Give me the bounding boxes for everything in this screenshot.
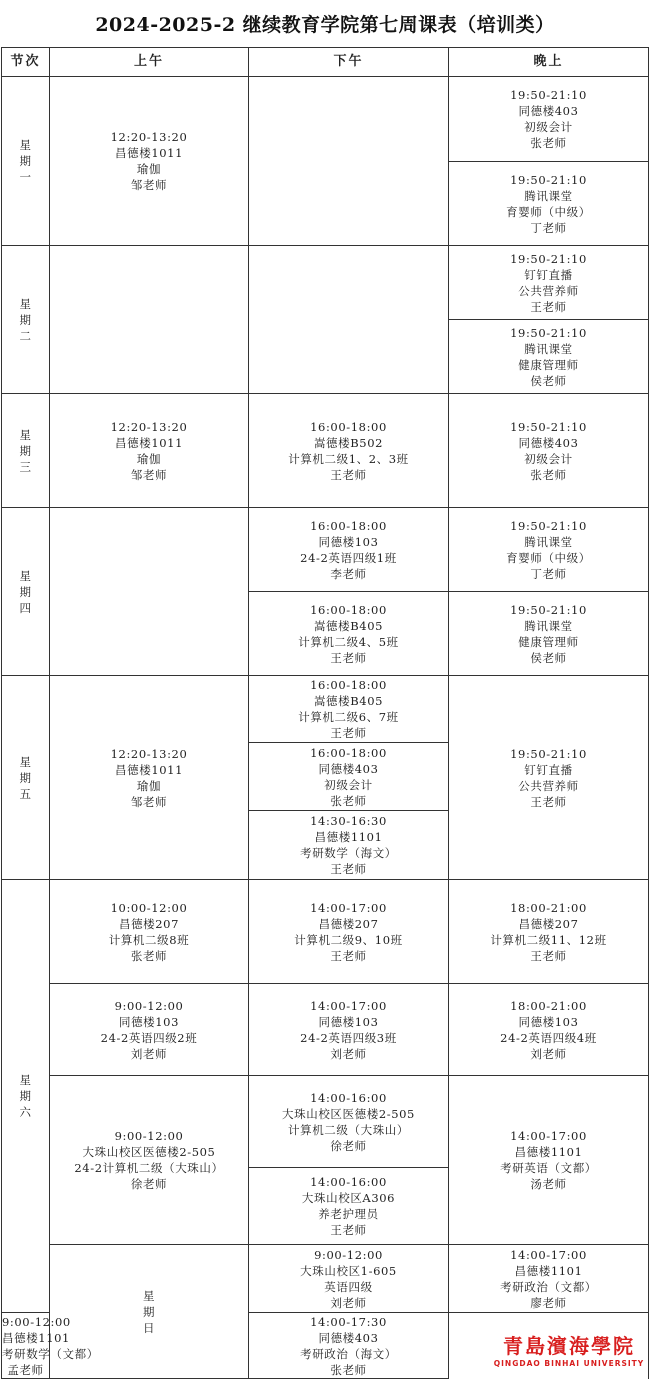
cell-line: 六 — [19, 1105, 32, 1119]
header-morning: 上午 — [50, 48, 249, 77]
cell-line: 一 — [19, 170, 32, 184]
cell-line: 三 — [19, 459, 32, 474]
cell-line: 瑜伽 — [136, 451, 162, 466]
header-row — [2, 48, 649, 77]
cell-line: 王老师 — [530, 948, 567, 963]
day-thursday — [2, 508, 50, 676]
table-row — [2, 676, 649, 743]
cell-line: 张老师 — [330, 793, 367, 808]
cell-line: 计算机二级（大珠山） — [288, 1122, 409, 1137]
cell-line: 14:00-17:00 — [310, 998, 387, 1013]
cell-line: 19:50-21:10 — [510, 325, 587, 340]
cell-line: 徐老师 — [330, 1138, 367, 1153]
table-row — [2, 984, 649, 1076]
table-row — [2, 508, 649, 592]
class-cell — [249, 811, 449, 880]
cell-line: 星 — [19, 296, 32, 311]
cell-line: 昌德楼1101 — [314, 830, 383, 844]
cell-line: 五 — [19, 786, 32, 801]
cell-line: 19:50-21:10 — [510, 88, 587, 102]
cell-line: 同德楼403 — [518, 435, 579, 450]
header-evening: 晚上 — [449, 48, 649, 77]
cell-line: 19:50-21:10 — [510, 518, 587, 533]
cell-line: 刘老师 — [330, 1046, 367, 1061]
cell-line: 19:50-21:10 — [510, 251, 587, 266]
cell-line: 同德楼103 — [518, 1014, 579, 1029]
cell-line: 星 — [19, 568, 32, 583]
table-row — [2, 246, 649, 320]
cell-line: 嵩德楼B502 — [313, 435, 384, 450]
cell-line: 9:00-12:00 — [314, 1247, 383, 1262]
cell-line: 汤老师 — [530, 1177, 567, 1191]
cell-line: 四 — [19, 600, 32, 615]
class-cell — [449, 77, 649, 162]
empty-cell — [249, 77, 449, 246]
cell-line: 养老护理员 — [318, 1207, 379, 1221]
cell-line: 瑜伽 — [136, 162, 162, 176]
cell-line: 24-2计算机二级（大珠山） — [74, 1161, 224, 1175]
cell-line: 腾讯课堂 — [524, 534, 573, 549]
cell-line: 计算机二级1、2、3班 — [288, 451, 409, 466]
cell-line: 王老师 — [330, 948, 367, 963]
cell-line: 嵩德楼B405 — [313, 618, 384, 633]
cell-line: 初级会计 — [524, 451, 573, 466]
cell-line: 刘老师 — [130, 1046, 168, 1061]
cell-line: 昌德楼207 — [318, 916, 379, 931]
cell-line: 16:00-18:00 — [310, 745, 387, 760]
cell-line: 腾讯课堂 — [524, 618, 573, 633]
cell-line: 12:20-13:20 — [110, 130, 188, 144]
class-cell — [50, 676, 249, 880]
class-cell — [50, 880, 249, 984]
cell-line: 腾讯课堂 — [524, 188, 573, 203]
cell-line: 昌德楼1101 — [514, 1263, 583, 1278]
cell-line: 考研英语（文都） — [500, 1161, 597, 1175]
cell-line: 钉钉直播 — [524, 762, 573, 777]
class-cell — [50, 394, 249, 508]
class-cell — [249, 1168, 449, 1245]
cell-line: 同德楼403 — [518, 104, 579, 118]
cell-line: 邹老师 — [130, 467, 168, 482]
cell-line: 18:00-21:00 — [510, 900, 587, 915]
cell-line: 18:00-21:00 — [510, 998, 587, 1013]
header-afternoon: 下午 — [249, 48, 449, 77]
class-cell — [449, 1076, 649, 1245]
class-cell — [249, 676, 449, 743]
cell-line: 张老师 — [530, 467, 567, 482]
cell-line: 考研政治（文都） — [500, 1279, 597, 1294]
class-cell — [449, 676, 649, 880]
class-cell — [249, 880, 449, 984]
cell-line: 英语四级 — [324, 1279, 373, 1294]
cell-line: 星 — [19, 138, 32, 152]
cell-line: 19:50-21:10 — [510, 602, 587, 617]
cell-line: 育婴师（中级） — [506, 550, 591, 565]
cell-line: 育婴师（中级） — [506, 204, 591, 219]
class-cell — [449, 880, 649, 984]
day-wednesday — [2, 394, 50, 508]
class-cell — [249, 1245, 449, 1313]
cell-line: 侯老师 — [530, 373, 567, 388]
cell-line: 14:30-16:30 — [310, 814, 387, 828]
class-cell — [449, 508, 649, 592]
cell-line: 健康管理师 — [518, 634, 579, 649]
cell-line: 侯老师 — [530, 650, 567, 665]
table-row — [2, 394, 649, 508]
cell-line: 12:20-13:20 — [110, 419, 188, 434]
cell-line: 大珠山校区1-605 — [300, 1263, 397, 1278]
class-cell — [249, 592, 449, 676]
cell-line: 16:00-18:00 — [310, 678, 387, 692]
class-cell — [249, 743, 449, 811]
cell-line: 瑜伽 — [136, 778, 162, 793]
class-cell — [449, 246, 649, 320]
cell-line: 14:00-17:00 — [510, 1247, 587, 1262]
cell-line: 同德楼103 — [318, 534, 379, 549]
cell-line: 初级会计 — [524, 120, 573, 134]
cell-line: 12:20-13:20 — [110, 746, 188, 761]
cell-line: 王老师 — [530, 299, 567, 314]
cell-line: 计算机二级8班 — [108, 932, 190, 947]
cell-line: 孟老师 — [7, 1362, 44, 1377]
cell-line: 考研数学（海文） — [300, 846, 397, 860]
class-cell — [449, 592, 649, 676]
class-cell — [249, 1076, 449, 1168]
cell-line: 初级会计 — [324, 777, 373, 792]
class-cell — [50, 984, 249, 1076]
cell-line: 期 — [142, 1304, 156, 1319]
cell-line: 24-2英语四级1班 — [300, 550, 397, 565]
class-cell — [249, 984, 449, 1076]
cell-line: 考研数学（文都） — [2, 1346, 99, 1361]
cell-line: 同德楼103 — [118, 1014, 180, 1029]
empty-cell — [50, 246, 249, 394]
cell-line: 期 — [19, 154, 32, 168]
cell-line: 昌德楼1011 — [115, 146, 183, 160]
cell-line: 14:00-17:00 — [310, 900, 387, 915]
day-tuesday — [2, 246, 50, 394]
cell-line: 14:00-17:30 — [310, 1314, 387, 1329]
cell-line: 9:00-12:00 — [2, 1314, 71, 1329]
cell-line: 10:00-12:00 — [110, 900, 188, 915]
table-row — [2, 77, 649, 162]
cell-line: 张老师 — [330, 1362, 367, 1377]
cell-line: 16:00-18:00 — [310, 419, 387, 434]
cell-line: 24-2英语四级2班 — [100, 1030, 198, 1045]
cell-line: 计算机二级4、5班 — [298, 634, 399, 649]
schedule-table — [1, 47, 649, 1379]
cell-line: 嵩德楼B405 — [313, 694, 384, 708]
day-friday — [2, 676, 50, 880]
cell-line: 王老师 — [330, 862, 367, 876]
cell-line: 李老师 — [330, 566, 367, 581]
table-row — [2, 880, 649, 984]
cell-line: 19:50-21:10 — [510, 746, 587, 761]
cell-line: 丁老师 — [530, 566, 567, 581]
cell-line: 丁老师 — [530, 220, 567, 235]
class-cell — [2, 1313, 99, 1379]
class-cell — [249, 394, 449, 508]
cell-line: 16:00-18:00 — [310, 602, 387, 617]
cell-line: 期 — [19, 443, 32, 458]
cell-line: 张老师 — [130, 948, 168, 963]
cell-line: 邹老师 — [130, 794, 168, 809]
cell-line: 廖老师 — [530, 1295, 567, 1310]
cell-line: 星 — [19, 1073, 32, 1087]
cell-line: 14:00-16:00 — [310, 1175, 387, 1189]
cell-line: 16:00-18:00 — [310, 518, 387, 533]
cell-line: 王老师 — [330, 650, 367, 665]
cell-line: 计算机二级11、12班 — [490, 932, 607, 947]
class-cell — [449, 984, 649, 1076]
logo-chinese: 青島濱海學院 — [503, 1334, 635, 1358]
empty-cell — [50, 508, 249, 676]
day-saturday — [2, 880, 50, 1313]
cell-line: 星 — [19, 754, 32, 769]
cell-line: 邹老师 — [130, 178, 168, 192]
cell-line: 期 — [19, 584, 32, 599]
cell-line: 二 — [19, 328, 32, 343]
cell-line: 王老师 — [330, 467, 367, 482]
cell-line: 日 — [142, 1320, 156, 1335]
header-section: 节次 — [2, 48, 50, 77]
cell-line: 19:50-21:10 — [510, 419, 587, 434]
cell-line: 24-2英语四级3班 — [300, 1030, 397, 1045]
cell-line: 王老师 — [330, 726, 367, 740]
cell-line: 19:50-21:10 — [510, 172, 587, 187]
class-cell — [249, 1313, 449, 1379]
cell-line: 昌德楼1101 — [514, 1145, 583, 1159]
cell-line: 大珠山校区医德楼2-505 — [282, 1106, 415, 1121]
cell-line: 公共营养师 — [518, 778, 579, 793]
day-monday — [2, 77, 50, 246]
cell-line: 王老师 — [530, 794, 567, 809]
cell-line: 24-2英语四级4班 — [500, 1030, 597, 1045]
cell-line: 张老师 — [530, 136, 567, 150]
cell-line: 计算机二级9、10班 — [294, 932, 403, 947]
cell-line: 星 — [19, 427, 32, 442]
cell-line: 王老师 — [330, 1223, 367, 1237]
logo-english: QINGDAO BINHAI UNIVERSITY — [493, 1359, 645, 1368]
cell-line: 徐老师 — [130, 1177, 168, 1191]
cell-line: 期 — [19, 1089, 32, 1103]
cell-line: 昌德楼1101 — [2, 1330, 70, 1345]
class-cell — [50, 1076, 249, 1245]
cell-line: 期 — [19, 770, 32, 785]
cell-line: 9:00-12:00 — [114, 998, 184, 1013]
university-logo — [490, 1333, 648, 1379]
class-cell — [449, 394, 649, 508]
cell-line: 刘老师 — [530, 1046, 567, 1061]
cell-line: 公共营养师 — [518, 283, 579, 298]
class-cell — [249, 508, 449, 592]
cell-line: 大珠山校区医德楼2-505 — [82, 1145, 216, 1159]
cell-line: 大珠山校区A306 — [301, 1191, 396, 1205]
cell-line: 期 — [19, 312, 32, 327]
cell-line: 刘老师 — [330, 1295, 367, 1310]
empty-cell — [249, 246, 449, 394]
page-title: 2024-2025-2 继续教育学院第七周课表（培训类） — [95, 14, 555, 36]
cell-line: 昌德楼1011 — [115, 762, 183, 777]
class-cell — [50, 77, 249, 246]
cell-line: 14:00-16:00 — [310, 1090, 387, 1105]
class-cell — [449, 1245, 649, 1313]
class-cell — [449, 162, 649, 246]
cell-line: 同德楼103 — [318, 1014, 379, 1029]
cell-line: 考研政治（海文） — [300, 1346, 397, 1361]
cell-line: 钉钉直播 — [524, 267, 573, 282]
cell-line: 14:00-17:00 — [510, 1129, 587, 1143]
table-row — [2, 1076, 649, 1168]
class-cell — [449, 320, 649, 394]
cell-line: 昌德楼207 — [118, 916, 180, 931]
cell-line: 昌德楼1011 — [115, 435, 183, 450]
cell-line: 健康管理师 — [518, 357, 579, 372]
table-row — [2, 1245, 649, 1313]
cell-line: 同德楼403 — [318, 1330, 379, 1345]
cell-line: 腾讯课堂 — [524, 341, 573, 356]
cell-line: 计算机二级6、7班 — [298, 710, 399, 724]
cell-line: 星 — [142, 1288, 156, 1303]
cell-line: 9:00-12:00 — [114, 1129, 184, 1143]
cell-line: 同德楼403 — [318, 761, 379, 776]
cell-line: 昌德楼207 — [518, 916, 579, 931]
